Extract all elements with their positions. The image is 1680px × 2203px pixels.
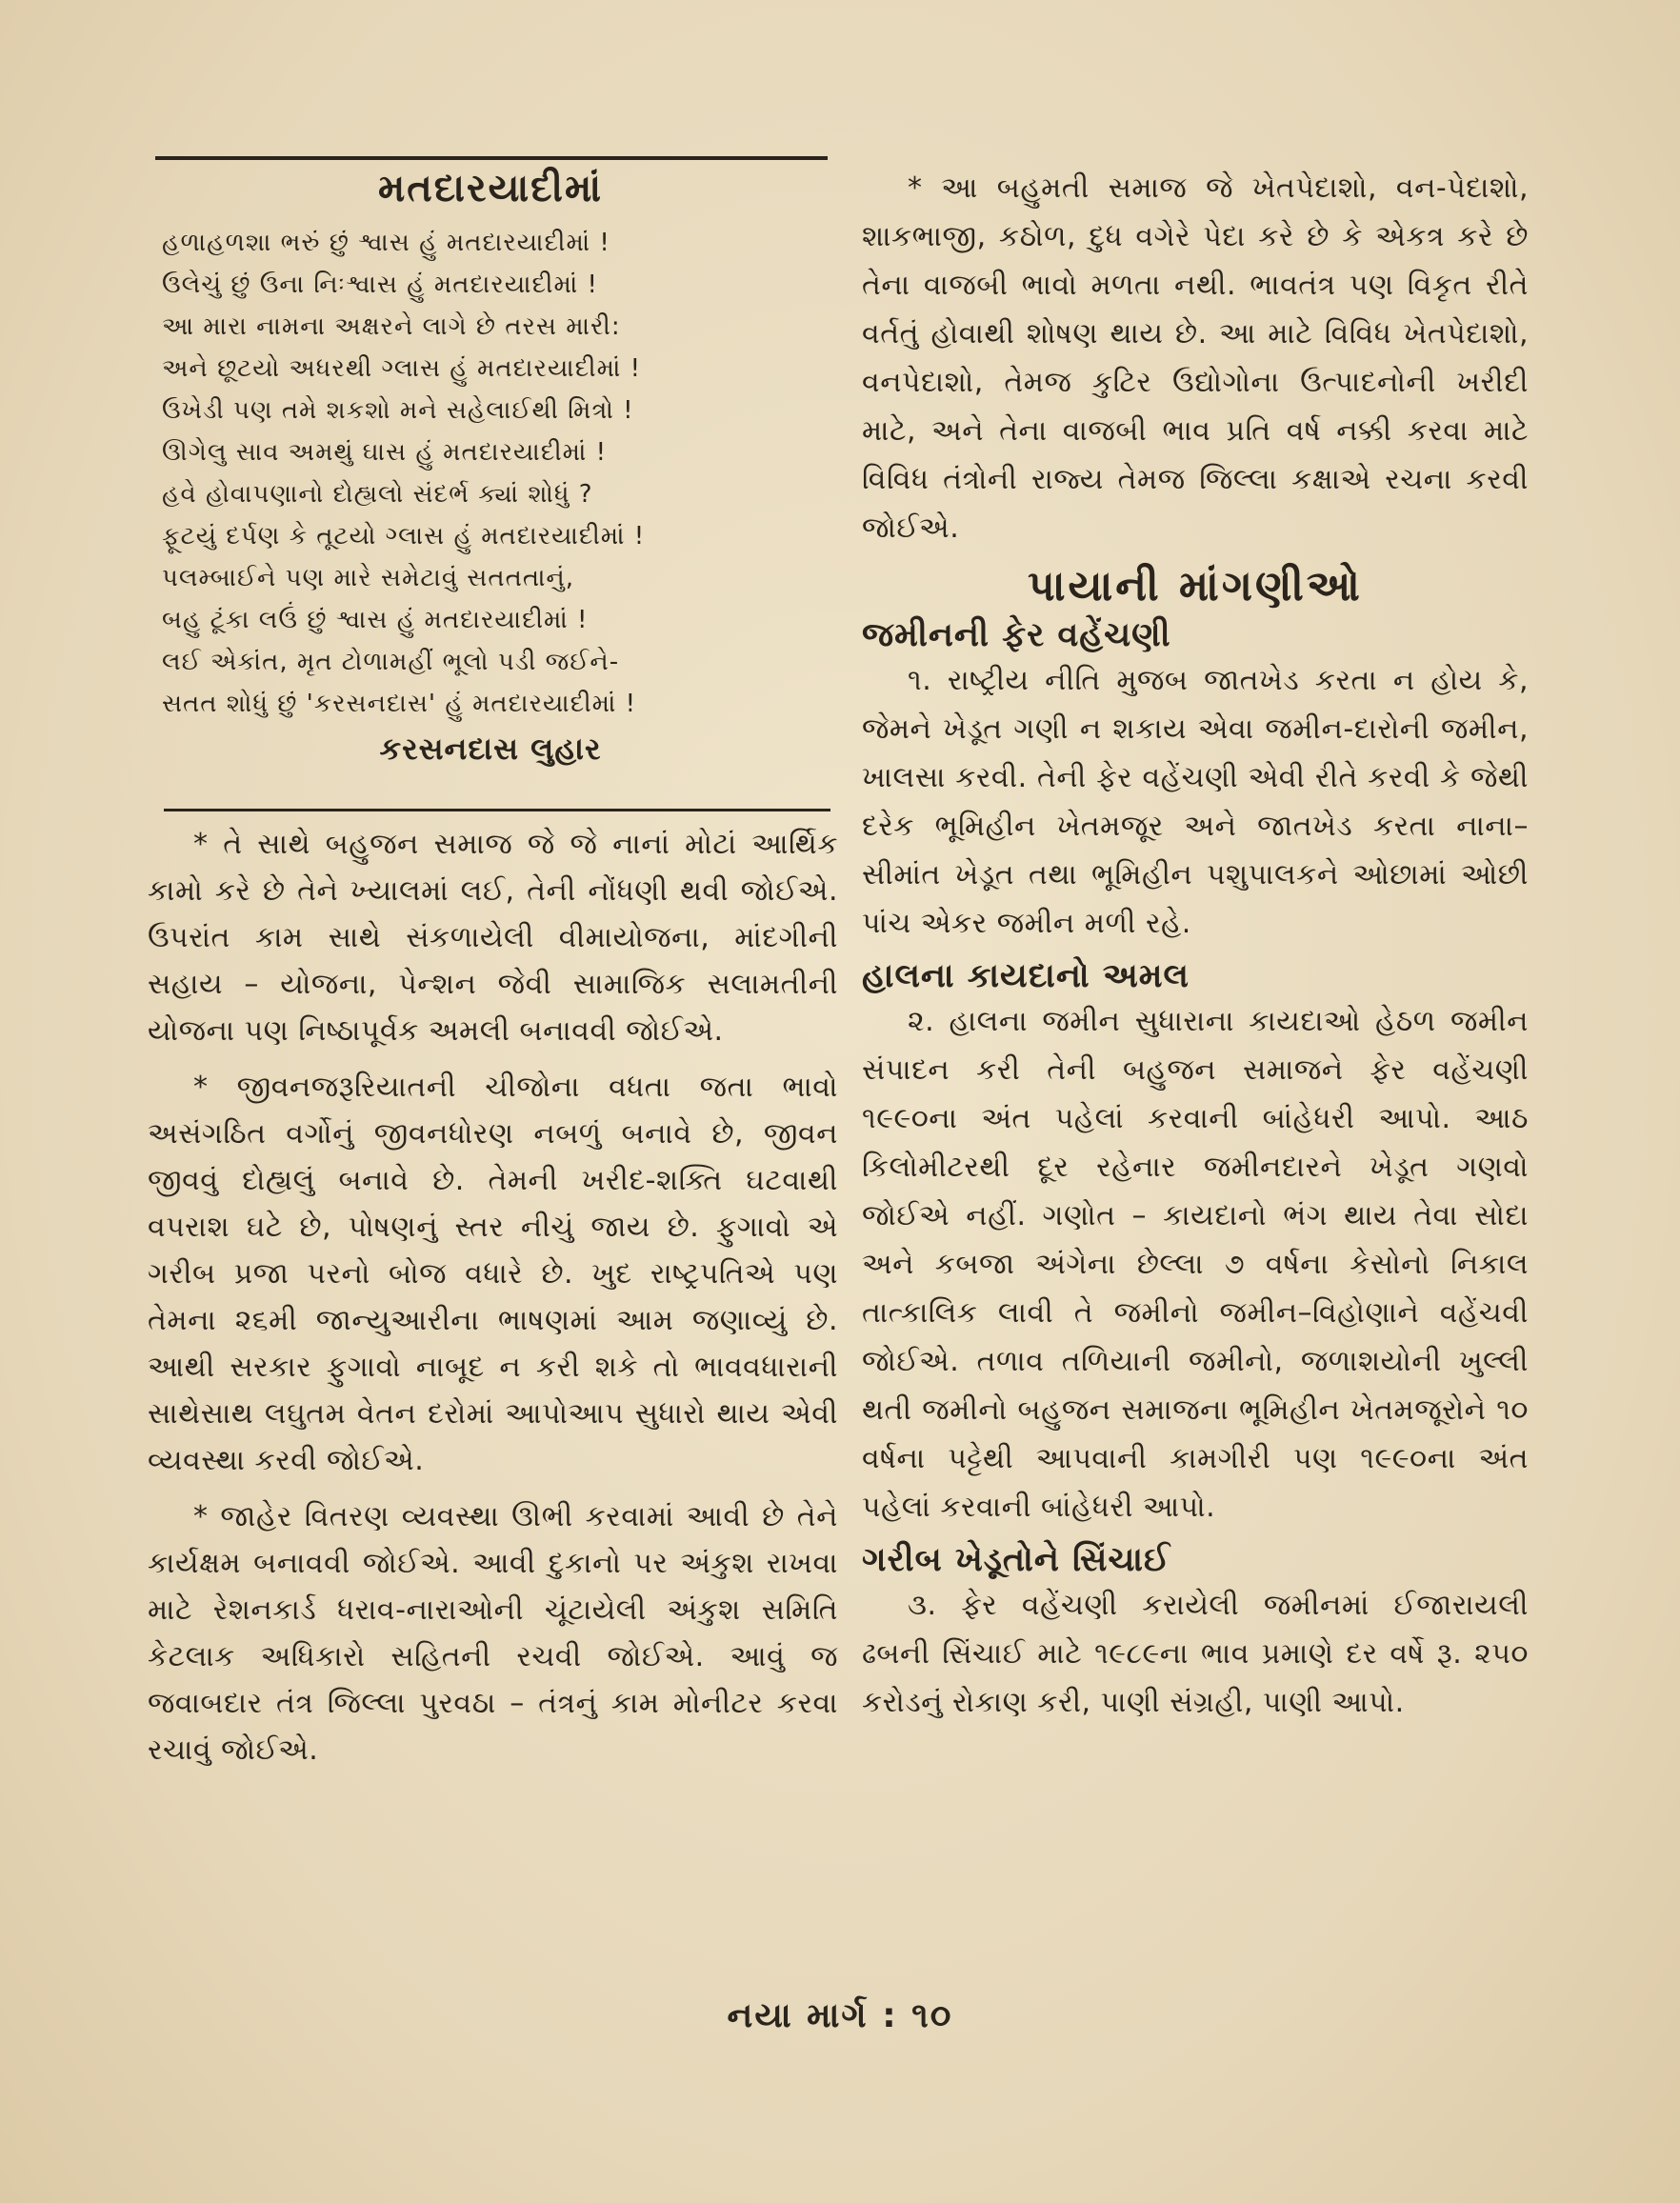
poem-line: હળાહળશા ભરું છું શ્વાસ હું મતદારયાદીમાં ! <box>162 229 610 257</box>
top-rule <box>155 156 828 160</box>
right-column <box>862 164 1529 1736</box>
poem-line: ઉખેડી પણ તમે શકશો મને સહેલાઈથી મિત્રો ! <box>162 396 634 425</box>
poem-line: લઈ એકાંત, મૃત ટોળામહીં ભૂલો પડી જઈને- <box>162 648 620 676</box>
paragraph-price-rise: * જીવનજરૂરિયાતની ચીજોના વધતા જતા ભાવો અસંગઠિત વર્ગોનું જીવનધોરણ નબળું બનાવે છે, જીવન જીવવું દોહ્યલું બનાવે છે. તેમની ખરીદ-શક્તિ ઘટવાથી વપરાશ ઘટે છે, પોષણનું સ્તર નીચું જાય છે. ફુગાવો એ ગરીબ પ્રજા પરનો બોજ વધારે છે. ખુદ રાષ્ટ્રપતિએ પણ તેમના ૨૬મી જાન્યુઆરીના ભાષણમાં આમ જણાવ્યું છે. આથી સરકાર ફુગાવો નાબૂદ ન કરી શકે તો ભાવવધારાની સાથેસાથ લઘુતમ વેતન દરોમાં આપોઆપ સુધારો થાય એવી વ્યવસ્થા કરવી જોઈએ. <box>148 1071 838 1477</box>
poem-line: ફૂટયું દર્પણ કે તૂટયો ગ્લાસ હું મતદારયાદીમાં ! <box>162 522 646 551</box>
poem-divider <box>164 809 830 811</box>
section-heading-basic-demands: પાયાની માંગણીઓ <box>1028 562 1363 611</box>
paragraph-land-redistribution: ૧. રાષ્ટ્રીય નીતિ મુજબ જાતખેડ કરતા ન હોય કે, જેમને ખેડૂત ગણી ન શકાય એવા જમીન-દારોની જમીન, ખાલસા કરવી. તેની ફેર વહેંચણી એવી રીતે કરવી કે જેથી દરેક ભૂમિહીન ખેતમજૂર અને જાતખેડ કરતા નાના–સીમાંત ખેડૂત તથા ભૂમિહીન પશુપાલકને ઓછામાં ઓછી પાંચ એકર જમીન મળી રહે. <box>862 664 1529 940</box>
poem-line: પલમ્બાઈને પણ મારે સમેટાવું સતતતાનું, <box>162 564 575 592</box>
paragraph-social-security: * તે સાથે બહુજન સમાજ જે જે નાનાં મોટાં આર્થિક કામો કરે છે તેને ખ્યાલમાં લઈ, તેની નોંધણી થવી જોઈએ. ઉપરાંત કામ સાથે સંકળાયેલી વીમાયોજના, માંદગીની સહાય – યોજના, પેન્શન જેવી સામાજિક સલામતીની યોજના પણ નિષ્ઠાપૂર્વક અમલી બનાવવી જોઈએ. <box>148 828 838 1048</box>
poem-title: મતદારયાદીમાં <box>378 167 603 210</box>
poem-line: સતત શોધું છું 'કરસનદાસ' હું મતદારયાદીમાં ! <box>162 690 637 718</box>
poem-line: ઉલેચું છું ઉના નિઃશ્વાસ હું મતદારયાદીમાં ! <box>162 270 598 299</box>
poem-author: કરસનદાસ લુહાર <box>379 731 602 767</box>
paragraph-law-enforcement: ૨. હાલના જમીન સુધારાના કાયદાઓ હેઠળ જમીન સંપાદન કરી તેની બહુજન સમાજને ફેર વહેંચણી ૧૯૯૦ના અંત પહેલાં કરવાની બાંહેધરી આપો. આઠ કિલોમીટરથી દૂર રહેનાર જમીનદારને ખેડૂત ગણવો જોઈએ નહીં. ગણોત – કાયદાનો ભંગ થાય તેવા સોદા અને કબજા અંગેના છેલ્લા ૭ વર્ષના કેસોનો નિકાલ તાત્કાલિક લાવી તે જમીનો જમીન–વિહોણાને વહેંચવી જોઈએ. તળાવ તળિયાની જમીનો, જળાશયોની ખુલ્લી થતી જમીનો બહુજન સમાજના ભૂમિહીન ખેતમજૂરોને ૧૦ વર્ષના પટ્ટેથી આપવાની કામગીરી પણ ૧૯૯૦ના અંત પહેલાં કરવાની બાંહેધરી આપો. <box>862 1005 1529 1524</box>
poem-line: બહુ ટૂંકા લઉં છું શ્વાસ હું મતદારયાદીમાં ! <box>162 606 589 634</box>
poem-box <box>162 167 819 768</box>
poem-line: અને છૂટયો અધરથી ગ્લાસ હું મતદારયાદીમાં ! <box>162 354 642 383</box>
subheading-land-redistribution: જમીનની ફેર વહેંચણી <box>862 616 1171 654</box>
left-column <box>148 821 838 1783</box>
paragraph-irrigation: ૩. ફેર વહેંચણી કરાયેલી જમીનમાં ઈજારાયલી ઢબની સિંચાઈ માટે ૧૯૮૯ના ભાવ પ્રમાણે દર વર્ષે રૂ. ૨૫૦ કરોડનું રોકાણ કરી, પાણી સંગ્રહી, પાણી આપો. <box>862 1589 1529 1719</box>
subheading-irrigation: ગરીબ ખેડૂતોને સિંચાઈ <box>862 1541 1171 1579</box>
paragraph-fair-prices: * આ બહુમતી સમાજ જે ખેતપેદાશો, વન-પેદાશો, શાકભાજી, કઠોળ, દુધ વગેરે પેદા કરે છે કે એકત્ર કરે છે તેના વાજબી ભાવો મળતા નથી. ભાવતંત્ર પણ વિકૃત રીતે વર્તતું હોવાથી શોષણ થાય છે. આ માટે વિવિધ ખેતપેદાશો, વનપેદાશો, તેમજ કુટિર ઉદ્યોગોના ઉત્પાદનોની ખરીદી માટે, અને તેના વાજબી ભાવ પ્રતિ વર્ષ નક્કી કરવા માટે વિવિધ તંત્રોની રાજ્ય તેમજ જિલ્લા કક્ષાએ રચના કરવી જોઈએ. <box>862 171 1529 545</box>
subheading-law-enforcement: હાલના કાયદાનો અમલ <box>862 957 1190 995</box>
page-footer: નયા માર્ગ : ૧૦ <box>727 1996 953 2035</box>
paragraph-public-distribution: * જાહેર વિતરણ વ્યવસ્થા ઊભી કરવામાં આવી છે તેને કાર્યક્ષમ બનાવવી જોઈએ. આવી દુકાનો પર અંકુશ રાખવા માટે રેશનકાર્ડ ધરાવ-નારાઓની ચૂંટાયેલી અંકુશ સમિતિ કેટલાક અધિકારો સહિતની રચવી જોઈએ. આવું જ જવાબદાર તંત્ર જિલ્લા પુરવઠા – તંત્રનું કામ મોનીટર કરવા રચાવું જોઈએ. <box>148 1500 838 1767</box>
poem-line: હવે હોવાપણાનો દોહ્યલો સંદર્ભ ક્યાં શોધું ? <box>162 480 593 509</box>
poem-line: આ મારા નામના અક્ષરને લાગે છે તરસ મારી: <box>162 312 621 341</box>
poem-line: ઊગેલુ સાવ અમથું ઘાસ હું મતદારયાદીમાં ! <box>162 438 608 467</box>
